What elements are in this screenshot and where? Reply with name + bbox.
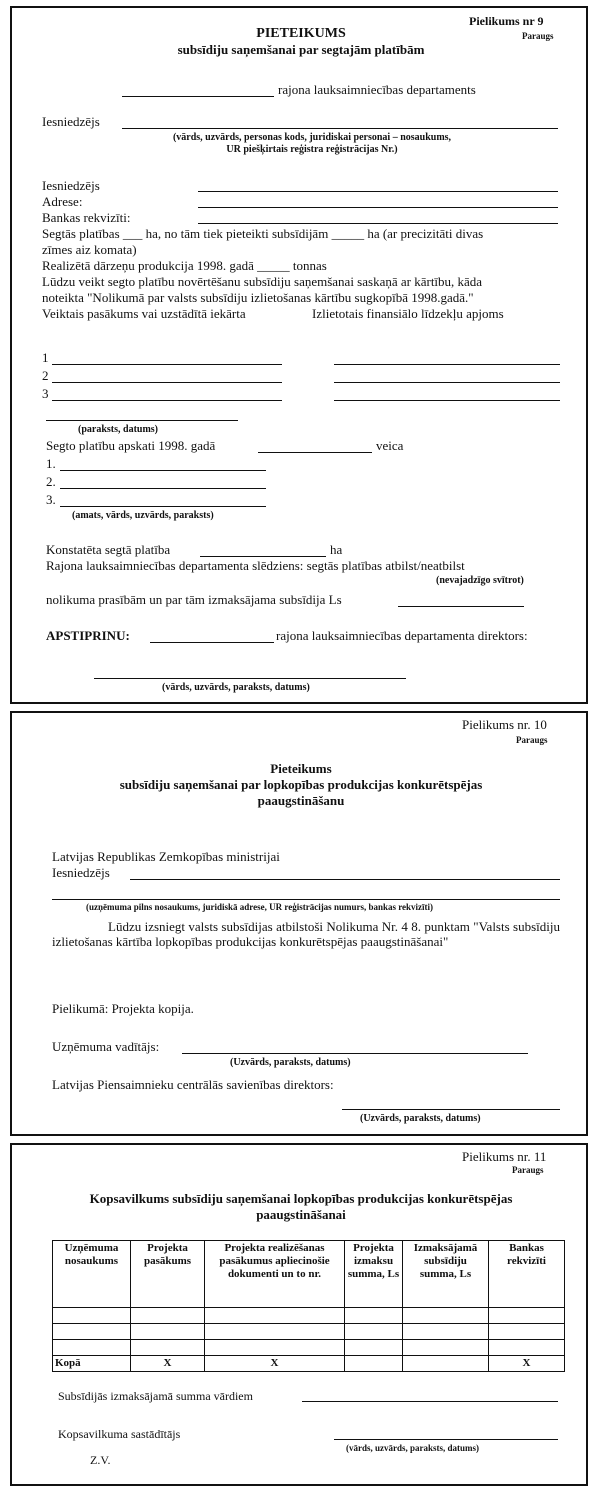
applicant-field-2[interactable] xyxy=(52,899,560,900)
table-cell[interactable] xyxy=(131,1308,205,1324)
established-field[interactable] xyxy=(200,556,326,557)
applicant2-field[interactable] xyxy=(198,191,558,192)
union-note: (Uzvārds, paraksts, datums) xyxy=(360,1113,481,1124)
bank-field[interactable] xyxy=(198,223,558,224)
bank-label: Bankas rekvizīti: xyxy=(42,210,131,225)
applicant-note-2: UR piešķirtais reģistra reģistrācijas Nr.) xyxy=(226,144,398,155)
table-cell[interactable] xyxy=(489,1308,565,1324)
table-cell[interactable] xyxy=(205,1308,345,1324)
director-label: rajona lauksaimniecības departamenta direktors: xyxy=(276,628,528,643)
strike-note: (nevajadzīgo svītrot) xyxy=(436,575,524,586)
inspection-label: Segto platību apskati 1998. gadā xyxy=(46,438,216,453)
inspectors-note: (amats, vārds, uzvārds, paraksts) xyxy=(72,510,214,521)
district-field[interactable] xyxy=(122,96,274,97)
director-note: (vārds, uzvārds, paraksts, datums) xyxy=(162,682,310,693)
inspector-field-2[interactable] xyxy=(60,488,266,489)
row-number: 1 xyxy=(42,350,49,365)
table-cell[interactable] xyxy=(345,1308,403,1324)
applicant-label: Iesniedzējs xyxy=(42,114,100,129)
sample-label: Paraugs xyxy=(522,31,554,41)
total-row xyxy=(53,1356,565,1372)
funds-header: Izlietotais finansiālo līdzekļu apjoms xyxy=(312,306,504,321)
summary-title-1: Kopsavilkums subsīdiju saņemšanai lopkopības produkcijas konkurētspējas xyxy=(89,1191,513,1206)
seal-label: Z.V. xyxy=(90,1453,111,1467)
established-unit: ha xyxy=(330,542,343,557)
measure-header: Veiktais pasākums vai uzstādītā iekārta xyxy=(42,306,246,321)
table-cell[interactable] xyxy=(131,1340,205,1356)
sample-label: Paraugs xyxy=(516,735,548,745)
funds-field-1[interactable] xyxy=(334,364,560,365)
applicant2-label: Iesniedzējs xyxy=(42,178,100,193)
covered-line-2: zīmes aiz komata) xyxy=(42,242,137,257)
table-row xyxy=(53,1308,565,1324)
manager-field[interactable] xyxy=(182,1053,528,1054)
covered-line-1: Segtās platības ___ ha, no tām tiek pieteikti subsīdijām _____ ha (ar precizitāti divas xyxy=(42,226,484,241)
union-director-label: Latvijas Piensaimnieku centrālās savienības direktors: xyxy=(52,1077,334,1092)
inspector-number: 1. xyxy=(46,456,56,471)
total-documents-x: X xyxy=(205,1356,345,1372)
header-documents: Projekta realizēšanas pasākumus apliecinošie dokumenti un to nr. xyxy=(205,1241,345,1308)
applicant-field[interactable] xyxy=(130,879,560,880)
funds-field-3[interactable] xyxy=(334,400,560,401)
summary-table xyxy=(52,1240,565,1372)
header-subsidy: Izmaksājamā subsīdiju summa, Ls xyxy=(403,1241,489,1308)
header-cost: Projekta izmaksu summa, Ls xyxy=(345,1241,403,1308)
form-subtitle: subsīdiju saņemšanai par segtajām platībām xyxy=(177,42,425,57)
funds-field-2[interactable] xyxy=(334,382,560,383)
conclusion-line: Rajona lauksaimniecības departamenta slēdziens: segtās platības atbilst/neatbilst xyxy=(46,558,465,573)
table-cell[interactable] xyxy=(53,1308,131,1324)
table-row xyxy=(53,1340,565,1356)
address-label: Adrese: xyxy=(42,194,83,209)
request-line-2: noteikta "Nolikumā par valsts subsīdiju izlietošanas kārtību sugkopībā 1998.gadā." xyxy=(42,290,474,305)
established-label: Konstatēta segtā platība xyxy=(46,542,171,557)
compiler-field[interactable] xyxy=(334,1439,558,1440)
address-field[interactable] xyxy=(198,207,558,208)
table-cell[interactable] xyxy=(205,1324,345,1340)
request-text: Lūdzu izsniegt valsts subsīdijas atbilstoši Nolikuma Nr. 4 8. punktam "Valsts subsīdiju izlietošanas kārtība lopkopības produkcijas konkurētspējas paaugstināšanai" xyxy=(52,919,560,949)
measure-field-2[interactable] xyxy=(52,382,282,383)
manager-note: (Uzvārds, paraksts, datums) xyxy=(230,1057,351,1068)
applicant-note: (uzņēmuma pilns nosaukums, juridiskā adrese, UR reģistrācijas numurs, bankas rekvizīti) xyxy=(86,902,434,912)
applicant-field[interactable] xyxy=(122,128,558,129)
table-row xyxy=(53,1324,565,1340)
inspector-number: 2. xyxy=(46,474,56,489)
form-subtitle-1: subsīdiju saņemšanai par lopkopības produkcijas konkurētspējas xyxy=(119,777,483,792)
total-label: Kopā xyxy=(53,1356,131,1372)
payable-field[interactable] xyxy=(398,606,524,607)
row-number: 3 xyxy=(42,386,49,401)
union-director-field[interactable] xyxy=(342,1109,560,1110)
table-header-row xyxy=(53,1241,565,1308)
summary-title-2: paaugstināšanai xyxy=(256,1207,346,1222)
form-subtitle-2: paaugstināšanu xyxy=(257,793,345,808)
measure-field-1[interactable] xyxy=(52,364,282,365)
total-cost[interactable] xyxy=(345,1356,403,1372)
inspector-field-1[interactable] xyxy=(60,470,266,471)
appendix-number: Pielikums nr. 10 xyxy=(462,717,547,732)
appendix-number: Pielikums nr. 11 xyxy=(462,1149,547,1164)
department-label: rajona lauksaimniecības departaments xyxy=(278,82,476,97)
row-number: 2 xyxy=(42,368,49,383)
approve-district-field[interactable] xyxy=(150,642,274,643)
table-cell[interactable] xyxy=(345,1324,403,1340)
table-cell[interactable] xyxy=(489,1340,565,1356)
table-cell[interactable] xyxy=(131,1324,205,1340)
table-cell[interactable] xyxy=(53,1324,131,1340)
total-subsidy[interactable] xyxy=(403,1356,489,1372)
header-measure: Projekta pasākums xyxy=(131,1241,205,1308)
form-appendix-9 xyxy=(10,6,588,704)
table-cell[interactable] xyxy=(53,1340,131,1356)
ministry-label: Latvijas Republikas Zemkopības ministrijai xyxy=(52,849,280,864)
header-company: Uzņēmuma nosaukums xyxy=(53,1241,131,1308)
table-cell[interactable] xyxy=(345,1340,403,1356)
table-cell[interactable] xyxy=(403,1324,489,1340)
inspector-field-3[interactable] xyxy=(60,506,266,507)
compiler-note: (vārds, uzvārds, paraksts, datums) xyxy=(346,1443,480,1453)
appendix-number: Pielikums nr 9 xyxy=(469,14,544,28)
payable-label: nolikuma prasībām un par tām izmaksājama subsīdija Ls xyxy=(46,592,342,607)
form-title: PIETEIKUMS xyxy=(256,26,346,41)
table-cell[interactable] xyxy=(403,1340,489,1356)
applicant-label: Iesniedzējs xyxy=(52,865,110,880)
form-appendix-11 xyxy=(10,1143,588,1486)
table-cell[interactable] xyxy=(403,1308,489,1324)
manager-label: Uzņēmuma vadītājs: xyxy=(52,1039,160,1054)
form-title: Pieteikums xyxy=(270,761,332,776)
signature-field[interactable] xyxy=(46,420,238,421)
measure-field-3[interactable] xyxy=(52,400,282,401)
produce-line: Realizētā dārzeņu produkcija 1998. gadā _____ tonnas xyxy=(42,258,327,273)
attachment-label: Pielikumā: Projekta kopija. xyxy=(52,1001,194,1016)
inspection-date-field[interactable] xyxy=(258,452,372,453)
words-label: Subsīdijās izmaksājamā summa vārdiem xyxy=(58,1389,253,1403)
header-bank: Bankas rekvizīti xyxy=(489,1241,565,1308)
words-field[interactable] xyxy=(302,1401,558,1402)
total-measure-x: X xyxy=(131,1356,205,1372)
applicant-note-1: (vārds, uzvārds, personas kods, juridiskai personai – nosaukums, xyxy=(172,132,452,143)
table-cell[interactable] xyxy=(489,1324,565,1340)
compiler-label: Kopsavilkuma sastādītājs xyxy=(58,1427,181,1441)
sample-label: Paraugs xyxy=(512,1165,544,1175)
table-cell[interactable] xyxy=(205,1340,345,1356)
director-signature-field[interactable] xyxy=(94,678,406,679)
request-line-1: Lūdzu veikt segto platību novērtēšanu subsīdiju saņemšanai saskaņā ar kārtību, kāda xyxy=(42,274,483,289)
approve-label: APSTIPRINU: xyxy=(46,628,130,643)
inspection-by: veica xyxy=(376,438,404,453)
total-bank-x: X xyxy=(489,1356,565,1372)
inspector-number: 3. xyxy=(46,492,56,507)
form-appendix-10 xyxy=(10,711,588,1136)
signature-note: (paraksts, datums) xyxy=(78,424,159,435)
